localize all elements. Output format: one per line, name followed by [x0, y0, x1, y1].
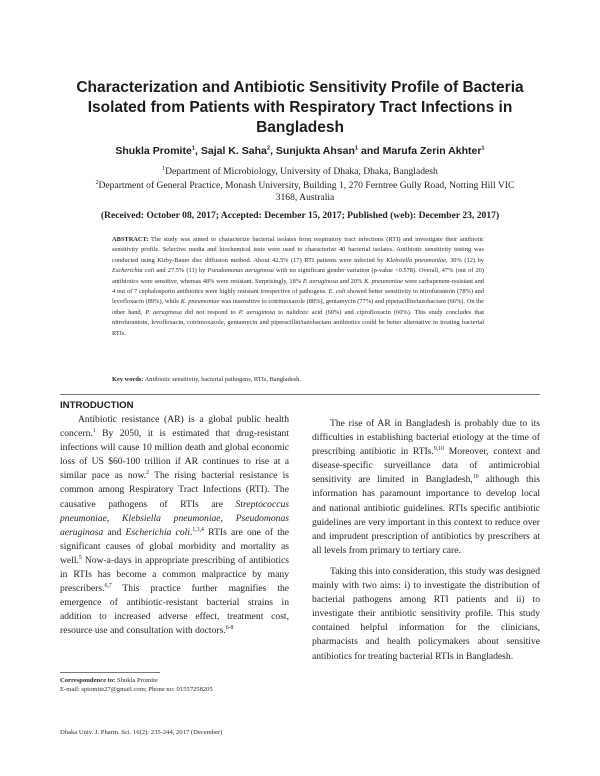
author-affiliation-mark: 2: [266, 145, 271, 152]
keywords-label: Key words:: [112, 376, 144, 383]
italic-term: K. pneumoniae: [180, 298, 220, 306]
journal-citation: Dhaka Univ. J. Pharm. Sci. 16(2): 235-244, 2017 (December): [60, 729, 223, 736]
publication-dates: (Received: October 08, 2017; Accepted: December 15, 2017; Published (web): December 23, 2017): [100, 210, 500, 221]
citation-mark: 1: [92, 427, 96, 434]
italic-term: Streptococcus pneumoniae, Klebsiella pneumoniae, Pseudomonas aeruginosa: [60, 498, 289, 538]
correspondence-label: Correspondence to:: [60, 677, 116, 684]
italic-term: Klebsiella pneumoniae: [386, 256, 446, 264]
citation-mark: 6-8: [225, 625, 234, 632]
author-name: Sunjukta Ahsan: [275, 145, 355, 157]
citation-mark: 2: [146, 470, 150, 477]
right-column: [312, 417, 540, 664]
text-run: did not respond to: [181, 308, 239, 316]
affiliation-1: [60, 166, 540, 178]
abstract-body: [112, 236, 484, 337]
affiliation-text: Department of General Practice, Monash University, Building 1, 270 Ferntree Gully Road, Notting Hill VIC 3168, Australia: [98, 180, 515, 203]
author-separator: ,: [195, 145, 201, 157]
text-run: and 20%: [338, 277, 365, 285]
section-divider: [60, 394, 540, 395]
text-run: Taking this into consideration, this study was designed mainly with two aims: i) to investigate the distribution of bacterial pathogens among RTI patients and ii) to investigate their antibiotic sensitivity profile. This study contained helpful information for the clinicians, pharmacists and health policymakers about sensitive antibiotics for treating bacterial RTIs in Bangladesh.: [312, 565, 540, 662]
author-affiliation-mark: 1: [191, 145, 196, 152]
italic-term: Escherichia coli: [112, 267, 155, 275]
body-paragraph: [312, 565, 540, 664]
italic-term: Pseudomonas aeruginosa: [207, 267, 274, 275]
citation-mark: 9,10: [433, 446, 445, 452]
text-run: was insensitive to cotrimoxazole (88%), gentamycin (77%) and piperacillin/tazobactam (66%). On the other hand,: [112, 298, 484, 316]
text-run: and: [103, 526, 126, 538]
text-run: By 2050, it is estimated that drug-resistant infections will cause 10 million death and global economic loss of US $60-100 trillion if AR continues to rise at a similar pace as now.: [60, 428, 289, 482]
text-run: RTIs are one of the significant causes of global morbidity and mortality as well.: [60, 526, 290, 566]
citation-mark: 10: [472, 474, 479, 481]
author-separator: and: [358, 145, 383, 157]
text-run: .: [189, 526, 193, 538]
italic-term: P. aeruginosa: [302, 277, 339, 285]
text-run: to nalidixic acid (60%) and ciprofloxacin (60%). This study concludes that nitrofurantoin, levofloxacin, cotrimoxazole, gentamycin and piperacillin/tazobactam antibiotics could be better alternative in treating bacterial RTIs.: [112, 308, 484, 337]
text-run: The rise of AR in Bangladesh is probably due to its difficulties in establishing bacterial etiology at the time of prescribing antibiotic in RTIs.: [312, 418, 540, 458]
affiliation-2: [95, 180, 515, 203]
section-heading: INTRODUCTION: [60, 400, 134, 411]
text-run: The study was aimed to characterize bacterial isolates from respiratory tract infections (RTI) and investigate their antibiotic sensitivity profile. Selective media and biochemical tests were used to characterize 40 bacterial isolates. Antibiotic sensitivity testing was conducted using Kirby-Bauer disc diffusion method. About 42.5% (17) RTI patients were infected by: [112, 236, 484, 264]
correspondence-footnote: [60, 676, 300, 695]
italic-term: P. aeruginosa: [145, 308, 182, 316]
text-run: Antibiotic resistance (AR) is a global public health concern.: [60, 414, 289, 440]
body-paragraph: [312, 417, 540, 558]
text-run: with no significant gender variation (p-value <0.578). Overall, 47% (out of 20) antibiotics were sensitive, whereas 48% were resistant. Surprisingly, 18%: [112, 267, 484, 285]
author-name: Shukla Promite: [115, 145, 192, 157]
correspondence-contact: E-mail: sptomite27@gmail.com; Phone no: 01557258205: [60, 686, 213, 694]
author-name: Sajal K. Saha: [200, 145, 267, 157]
text-run: The rising bacterial resistance is common among Respiratory Tract Infections (RTI). The causative pathogens of RTIs are: [60, 470, 289, 510]
footnote-divider: [60, 672, 160, 673]
citation-mark: 1,3,4: [192, 526, 204, 533]
affiliation-mark: 2: [95, 179, 99, 186]
abstract-label: ABSTRACT:: [112, 236, 149, 243]
body-paragraph: [60, 413, 289, 639]
text-run: Now-a-days in appropriate prescribing of antibiotics in RTIs has become a common malpractice by many prescribers.: [60, 554, 289, 595]
correspondence-name: Shukla Promite: [115, 677, 158, 684]
author-affiliation-mark: 1: [481, 145, 485, 152]
text-run: , 30% (12) by: [445, 256, 484, 264]
author-affiliation-mark: 1: [354, 145, 359, 152]
text-run: and 27.5% (11) by: [154, 267, 208, 275]
citation-mark: 6,7: [104, 582, 112, 589]
correspondence-line: [60, 676, 300, 685]
left-column: [60, 413, 289, 639]
italic-term: K. pneumoniae: [364, 277, 403, 285]
paper-title: Characterization and Antibiotic Sensitivity Profile of Bacteria Isolated from Patients with Respiratory Tract Infections in Bangladesh: [76, 79, 524, 136]
italic-term: P. aeruginosa: [238, 308, 276, 316]
italic-term: E. coli: [328, 288, 346, 296]
text-run: Moreover, context and disease-specific surveillance data of antimicrobial sensitivity are limited in Bangladesh,: [312, 446, 540, 486]
keywords-text: Antibiotic sensitivity, bacterial pathogens, RTIs, Bangladesh.: [143, 376, 301, 383]
keywords: [112, 375, 484, 385]
author-separator: ,: [270, 145, 276, 157]
author-list: [40, 144, 560, 158]
citation-mark: 5: [78, 554, 82, 561]
italic-term: Escherichia coli: [125, 526, 190, 538]
author-name: Marufa Zerin Akhter: [382, 145, 482, 157]
abstract: [112, 235, 484, 339]
affiliation-text: Department of Microbiology, University of Dhaka, Dhaka, Bangladesh: [165, 166, 438, 177]
text-run: although this information has paramount importance to develop local and national antibiotic guidelines. RTIs specific antibiotic guidelines are very important in this context to reduce over and imprudent prescription of antibiotics by prescribers at all levels from primary to tertiary care.: [312, 474, 540, 556]
text-run: showed better sensitivity to nitrofurantoin (78%) and levofloxacin (89%), while: [112, 288, 484, 306]
affiliation-mark: 1: [162, 165, 166, 172]
text-run: were carbapenem-resistant and 4 out of 7 cephalosporin antibiotics were highly resistant irrespective of pathogens.: [112, 277, 484, 296]
text-run: This practice further magnifies the emergence of antibiotic-resistant bacterial strains in addition to increased adverse effect, treatment cost, resource use and consultation with doctors.: [60, 583, 289, 637]
